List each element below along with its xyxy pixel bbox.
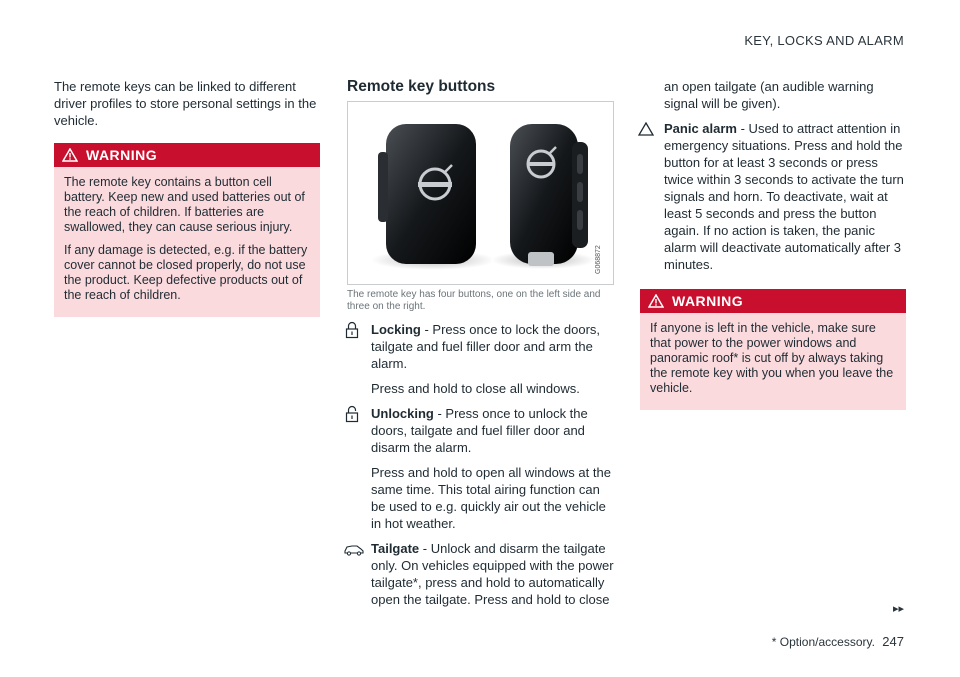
- warning-header-2: [640, 289, 906, 313]
- panic-text: - Used to attract attention in emergency situations. Press and hold the button for at least 3 seconds or press twice within 3 seconds to activate the turn signals and horn. To deactivate, wait at least 5 seconds and press the button again. If no action is taken, the panic alarm will deactivate automatically after 3 minutes.: [664, 121, 904, 272]
- warning-text-2: If any damage is detected, e.g. if the battery cover cannot be closed properly, do not use the product. Keep defective products out of the reach of children.: [64, 243, 308, 302]
- figure-code: G068872: [595, 245, 602, 274]
- warning-text-1: The remote key contains a button cell battery. Keep new and used batteries out of the reach of children. If batteries are swallowed, they can cause serious injury.: [64, 175, 305, 234]
- padlock-unlocked-icon: [345, 405, 359, 423]
- unlocking-subtext: Press and hold to open all windows at the same time. This total airing function can be used to e.g. quickly air out the vehicle in hot weather.: [371, 465, 611, 531]
- section-header: KEY, LOCKS AND ALARM: [744, 33, 904, 48]
- tailgate-continuation: an open tailgate (an audible warning signal will be given).: [664, 79, 874, 111]
- warning-body-2: [640, 313, 906, 410]
- window-warning-box: [640, 289, 906, 410]
- unlocking-label: Unlocking: [371, 406, 434, 421]
- battery-warning-box: [54, 143, 320, 317]
- locking-text: - Press once to lock the doors, tailgate and fuel filler door and arm the alarm.: [371, 322, 601, 371]
- tailgate-text: - Unlock and disarm the tailgate only. On vehicles equipped with the power tailgate*, press and hold to automatically open the tailgate. Press and hold to close: [371, 541, 614, 607]
- warning-text-3: If anyone is left in the vehicle, make sure that power to the power windows and panoramic roof* is cut off by always taking the remote key with you when you leave the vehicle.: [650, 321, 894, 395]
- locking-subtext: Press and hold to close all windows.: [371, 381, 580, 396]
- tailgate-label: Tailgate: [371, 541, 420, 556]
- panic-item: [640, 120, 906, 273]
- column-left: [54, 78, 320, 317]
- locking-label: Locking: [371, 322, 421, 337]
- column-right: [640, 78, 906, 410]
- locking-item: [347, 321, 614, 372]
- column-middle: [347, 78, 614, 616]
- warning-body: [54, 167, 320, 317]
- padlock-locked-icon: [345, 321, 359, 339]
- warning-title: WARNING: [86, 146, 158, 163]
- option-note: * Option/accessory.: [771, 635, 875, 649]
- page-footer: [772, 634, 904, 649]
- next-page-arrows: ▸▸: [892, 603, 904, 615]
- car-tailgate-icon: [343, 542, 365, 556]
- unlocking-item: [347, 405, 614, 456]
- section-heading: Remote key buttons: [347, 78, 496, 95]
- figure-caption: The remote key has four buttons, one on the left side and three on the right.: [347, 289, 601, 312]
- remote-keys-image: [348, 102, 613, 284]
- remote-key-figure: [347, 101, 614, 285]
- tailgate-item: [347, 540, 614, 608]
- warning-header: [54, 143, 320, 167]
- panic-triangle-icon: [638, 122, 654, 136]
- unlocking-text: - Press once to unlock the doors, tailgate and fuel filler door and disarm the alarm.: [371, 406, 588, 455]
- page-number: 247: [882, 634, 904, 649]
- warning-title-2: WARNING: [672, 292, 744, 309]
- warning-triangle-icon: [62, 148, 78, 162]
- intro-paragraph: The remote keys can be linked to different driver profiles to store personal settings in the vehicle.: [54, 79, 317, 128]
- panic-label: Panic alarm: [664, 121, 737, 136]
- warning-triangle-icon: [648, 294, 664, 308]
